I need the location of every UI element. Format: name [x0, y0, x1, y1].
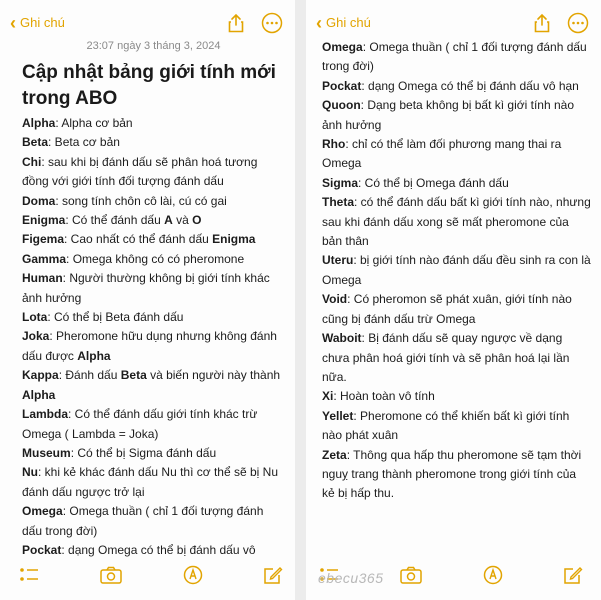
entry-text: Alpha [77, 348, 111, 363]
list-item [22, 541, 285, 560]
compose-icon[interactable] [562, 564, 584, 586]
entry-term: Kappa [22, 368, 59, 383]
entry-term: Xi [322, 389, 334, 404]
entry-text: : Người thường không bị giới tính khác ảnh hưởng [22, 271, 270, 305]
back-label: Ghi chú [20, 15, 65, 30]
entry-term: Rho [322, 137, 346, 152]
entry-text: O [192, 213, 202, 228]
list-item [322, 329, 591, 387]
list-item [322, 290, 591, 329]
entry-term: Omega [322, 40, 363, 54]
entry-text: : Hoàn toàn vô tính [333, 389, 435, 404]
entry-text: : Có thể đánh dấu [65, 213, 165, 228]
list-item [322, 77, 591, 96]
checklist-icon[interactable] [18, 564, 40, 586]
list-item [22, 502, 285, 541]
camera-icon[interactable] [400, 564, 422, 586]
note-body[interactable] [22, 38, 285, 560]
entry-term: Doma [22, 193, 56, 208]
entry-text: : song tính chôn cô lài, cú có gai [55, 193, 227, 208]
list-item [22, 211, 285, 230]
entry-text: : Có thể bị Sigma đánh dấu [70, 445, 217, 460]
list-item [22, 114, 285, 133]
entry-term: Void [322, 292, 348, 307]
top-bar [0, 10, 295, 40]
entry-text: : Pheromone hữu dụng nhưng không đánh dấu được [22, 329, 277, 363]
entry-list [22, 114, 285, 560]
note-date: 23:07 ngày 3 tháng 3, 2024 [86, 40, 221, 52]
entry-text: : chỉ có thể làm đối phương mang thai ra Omega [322, 137, 562, 171]
entry-text: : Alpha cơ bản [55, 116, 133, 130]
back-label: Ghi chú [326, 15, 371, 30]
list-item [22, 250, 285, 269]
entry-text: : Đánh dấu [58, 368, 121, 383]
entry-term: Beta [22, 135, 49, 150]
entry-term: Waboit [322, 331, 362, 346]
note-title: Cập nhật bảng giới tính mới trong ABO [22, 62, 276, 109]
list-item [22, 463, 285, 502]
back-button[interactable] [10, 12, 65, 33]
chevron-left-icon: ‹ [10, 12, 16, 33]
list-item [322, 407, 591, 446]
list-item [22, 327, 285, 366]
markup-icon[interactable] [482, 564, 504, 586]
entry-text: : Omega thuần ( chỉ 1 đối tượng đánh dấu trong đời) [22, 504, 264, 538]
entry-text: : có thể đánh dấu bất kì giới tính nào, nhưng sau khi đánh dấu xong sẽ mất pheromone của bản thân [322, 195, 591, 249]
share-icon[interactable] [225, 12, 247, 34]
entry-text: : Omega không có có pheromone [66, 251, 245, 266]
entry-text: : Omega thuần ( chỉ 1 đối tượng đánh dấu trong đời) [322, 40, 587, 74]
more-icon[interactable] [567, 12, 589, 34]
entry-text: : Thông qua hấp thu pheromone sẽ tạm thời nguỵ trang thành pheromone trong giới tính của kẻ bị hấp thu. [322, 447, 582, 501]
back-button[interactable] [316, 12, 371, 33]
left-screen [0, 0, 295, 600]
list-item [22, 366, 285, 405]
entry-term: Joka [22, 329, 50, 344]
entry-term: Lambda [22, 407, 69, 422]
entry-text: : Pheromone có thể khiến bất kì giới tính nào phát xuân [322, 408, 570, 443]
entry-term: Theta [322, 195, 355, 210]
list-item [322, 174, 591, 193]
list-item [22, 192, 285, 211]
list-item [322, 251, 591, 290]
list-item [322, 135, 591, 174]
entry-text: : Beta cơ bản [48, 135, 120, 150]
entry-term: Pockat [322, 78, 362, 93]
entry-term: Zeta [322, 447, 347, 462]
note-body[interactable] [322, 38, 591, 504]
entry-text: : sau khi bị đánh dấu sẽ phân hoá tương đồng với giới tính đối tượng đánh dấu [22, 154, 258, 189]
entry-text: : Có thể bị Beta đánh dấu [47, 310, 184, 325]
entry-text: A [164, 213, 173, 228]
entry-text: Beta [120, 368, 147, 383]
entry-term: Pockat [22, 542, 62, 557]
entry-term: Quoon [322, 98, 361, 113]
bottom-toolbar [0, 560, 295, 600]
entry-list [322, 38, 591, 504]
entry-term: Nu [22, 465, 38, 480]
camera-icon[interactable] [100, 564, 122, 586]
entry-term: Enigma [22, 213, 66, 228]
entry-term: Yellet [322, 408, 354, 423]
entry-text: và biến người này thành [146, 368, 281, 383]
divider [295, 0, 306, 600]
list-item [22, 308, 285, 327]
watermark: ebecu365 [318, 570, 384, 586]
entry-term: Figema [22, 232, 65, 247]
list-item [322, 193, 591, 251]
entry-text: và [172, 213, 193, 228]
entry-text: Enigma [212, 232, 256, 247]
entry-term: Lota [22, 310, 48, 325]
entry-text: : dạng Omega có thể bị đánh dấu vô [61, 542, 256, 557]
markup-icon[interactable] [182, 564, 204, 586]
entry-term: Human [22, 271, 63, 286]
list-item [22, 133, 285, 152]
entry-text: : Cao nhất có thể đánh dấu [64, 232, 213, 247]
list-item [322, 387, 591, 406]
top-bar [306, 10, 601, 40]
list-item [22, 269, 285, 308]
entry-text: : Bị đánh dấu sẽ quay ngược về dạng chưa phân hoá giới tính và sẽ phân hoá lại lần nữa. [322, 331, 570, 384]
entry-term: Uteru [322, 253, 354, 268]
list-item [22, 444, 285, 463]
list-item [22, 153, 285, 192]
compose-icon[interactable] [262, 564, 284, 586]
more-icon[interactable] [261, 12, 283, 34]
entry-term: Gamma [22, 251, 67, 266]
list-item [322, 38, 591, 77]
entry-term: Sigma [322, 175, 359, 190]
entry-term: Alpha [22, 116, 56, 130]
entry-term: Chi [22, 154, 42, 169]
share-icon[interactable] [531, 12, 553, 34]
entry-text: Alpha [22, 387, 56, 402]
list-item [322, 96, 591, 135]
entry-text: : Có thể đánh dấu giới tính khác trừ Omega ( Lambda = Joka) [22, 407, 258, 441]
entry-term: Omega [22, 504, 63, 519]
list-item [22, 230, 285, 249]
entry-text: : Dạng beta không bị bất kì giới tính nào ảnh hưởng [322, 98, 575, 132]
entry-text: : Có pheromon sẽ phát xuân, giới tính nào cũng bị đánh dấu trừ Omega [322, 292, 572, 326]
entry-text: : Có thể bị Omega đánh dấu [358, 175, 509, 190]
chevron-left-icon: ‹ [316, 12, 322, 33]
entry-text: : bị giới tính nào đánh dấu đều sinh ra con là Omega [322, 253, 591, 287]
entry-text: : khi kẻ khác đánh dấu Nu thì cơ thể sẽ bị Nu đánh dấu ngược trở lại [22, 465, 279, 499]
entry-text: : dạng Omega có thể bị đánh dấu vô hạn [361, 78, 579, 93]
entry-term: Museum [22, 445, 71, 460]
list-item [22, 405, 285, 444]
right-screen [306, 0, 601, 600]
list-item [322, 446, 591, 504]
